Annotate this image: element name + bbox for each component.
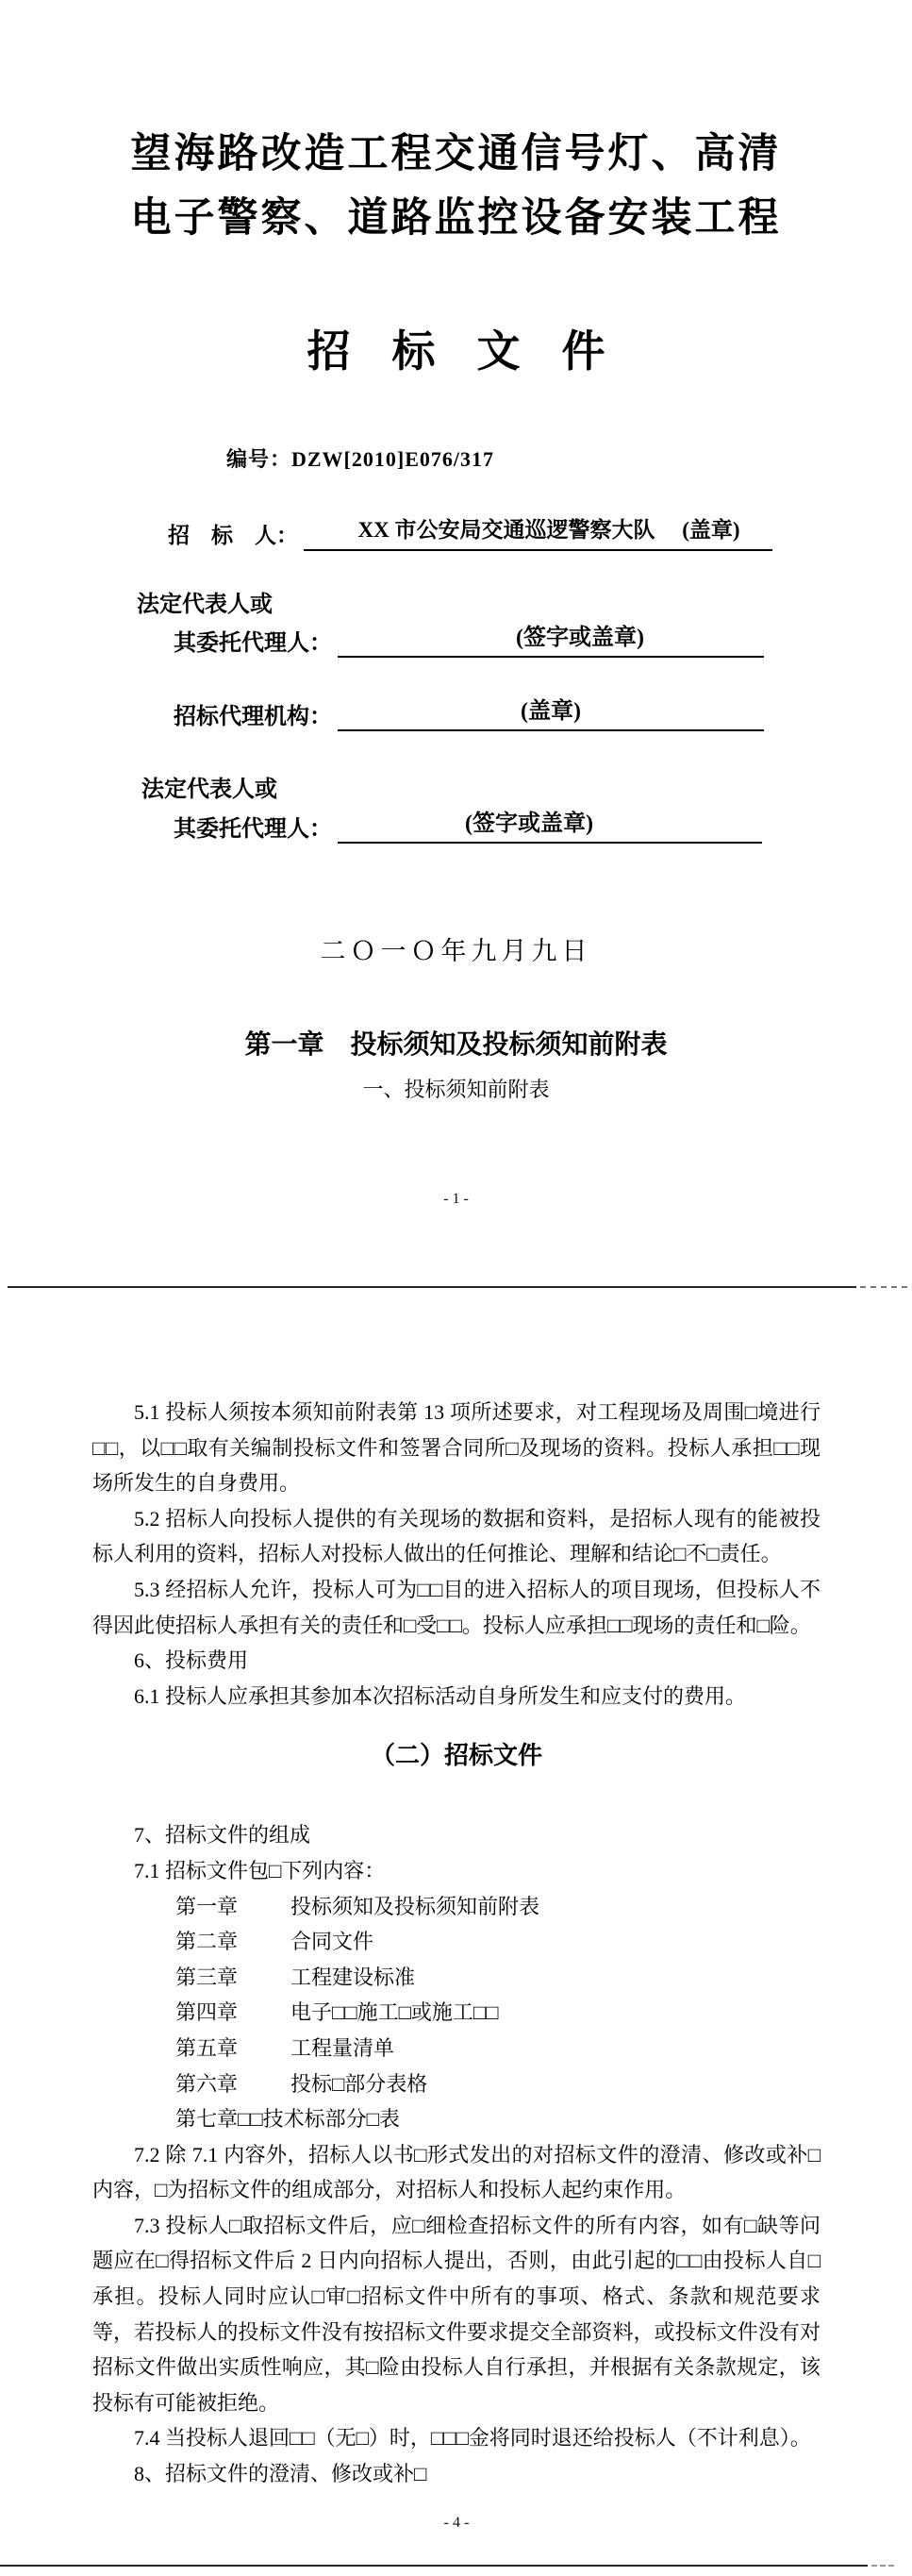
chapter-title: 投标须知及投标须知前附表 <box>290 1894 540 1918</box>
document-number: 编号：DZW[2010]E076/317 <box>226 447 495 471</box>
tenderer-label: 招 标 人： <box>168 524 298 547</box>
tenderer-row <box>168 515 772 551</box>
bottom-page-separator-line <box>0 2565 868 2567</box>
chapter-list-item-3 <box>92 1960 821 1996</box>
agency-seal-underline: (盖章) <box>338 697 764 731</box>
clause-7-heading: 7、招标文件的组成 <box>134 1823 311 1848</box>
agent-signature-row-1 <box>174 624 764 658</box>
chapter-list-item-1 <box>92 1889 821 1925</box>
chapter-1-heading: 第一章 投标须知及投标须知前附表 <box>244 1030 668 1060</box>
clause-6-heading: 6、投标费用 <box>134 1648 249 1673</box>
agency-row <box>174 697 764 731</box>
chapter-list-item-6 <box>92 2066 821 2102</box>
chapter-title: 电子□□施工□或施工□□ <box>290 2000 499 2025</box>
agent-signature-underline-1: (签字或盖章) <box>338 624 764 658</box>
agent-label-2: 其委托代理人： <box>174 817 332 842</box>
paragraph-5-3: 5.3 经招标人允许，投标人可为□□目的进入招标人的项目现场，但投标人不得因此使招标人承担有关的责任和□受□□。投标人应承担□□现场的责任和□险。 <box>92 1577 821 1637</box>
chapter-title: 技术标部分□表 <box>262 2107 400 2132</box>
paragraph-7-3: 7.3 投标人□取招标文件后，应□细检查招标文件的所有内容，如有□缺等问题应在□得招标文件后 2 日内向招标人提出，否则，由此引起的□□由投标人自□承担。投标人同时应认□审□招标文件中所有的事项、格式、条款和规范要求等，若投标人的投标文件没有按招标文件要求提交全部资料，或投标文件没有对招标文件做出实质性响应，其□险由投标人自行承担，并根据有关条款规定，该投标有可能被拒绝。 <box>92 2213 821 2415</box>
paragraph-7-1: 7.1 招标文件包□下列内容： <box>134 1858 386 1882</box>
clause-8-heading: 8、招标文件的澄清、修改或补□ <box>134 2462 427 2486</box>
document-title-line1: 望海路改造工程交通信号灯、高清 <box>130 132 782 176</box>
agent-label-1: 其委托代理人： <box>174 631 332 656</box>
legal-rep-label-2: 法定代表人或 <box>141 778 277 802</box>
chapter-title: 工程量清单 <box>290 2035 395 2060</box>
page-4-number: - 4 - <box>443 2514 470 2531</box>
chapter-list-item-4 <box>92 1995 821 2031</box>
paragraph-6-1: 6.1 投标人应承担其参加本次招标活动自身所发生和应支付的费用。 <box>134 1683 747 1708</box>
chapter-title: 工程建设标准 <box>290 1965 416 1989</box>
chapter-label: 第三章 <box>175 1965 239 1989</box>
chapter-label: 第四章 <box>175 2000 239 2025</box>
document-title-line2: 电子警察、道路监控设备安装工程 <box>130 196 782 241</box>
chapter-title: 合同文件 <box>290 1930 374 1954</box>
paragraph-7-2: 7.2 除 7.1 内容外，招标人以书□形式发出的对招标文件的澄清、修改或补□内容，□为招标文件的组成部分，对招标人和投标人起约束作用。 <box>92 2142 821 2202</box>
chapter-label: 第七章□□ <box>175 2107 263 2132</box>
chapter-label: 第一章 <box>175 1894 239 1918</box>
tenderer-value-underline: XX 市公安局交通巡逻警察大队 (盖章) <box>304 515 772 551</box>
chapter-list-item-5 <box>92 2031 821 2066</box>
page-separator-line-dashes <box>860 1286 907 1288</box>
page-separator-line <box>8 1286 856 1288</box>
page-1-number: - 1 - <box>443 1191 469 1207</box>
chapter-1-subheading: 一、投标须知前附表 <box>362 1078 550 1101</box>
paragraph-5-1: 5.1 投标人须按本须知前附表第 13 项所述要求，对工程现场及周围□境进行□□，以□□取有关编制投标文件和签署合同所□及现场的资料。投标人承担□□现场所发生的自身费用。 <box>92 1400 821 1496</box>
chapter-list-item-7 <box>92 2101 821 2137</box>
page-2 <box>92 1395 821 2540</box>
chapter-label: 第五章 <box>175 2035 239 2060</box>
paragraph-7-4: 7.4 当投标人退回□□（无□）时，□□□金将同时退还给投标人（不计利息）。 <box>134 2426 811 2451</box>
document-type-heading: 招标文件 <box>307 327 647 376</box>
section-2-heading: （二）招标文件 <box>370 1742 542 1770</box>
chapter-list-item-2 <box>92 1924 821 1960</box>
chapter-title: 投标□部分表格 <box>290 2071 428 2096</box>
document-date: 二Ｏ一Ｏ年九月九日 <box>320 937 592 965</box>
document-title <box>0 123 912 251</box>
agent-signature-underline-2: (签字或盖章) <box>338 810 762 844</box>
legal-rep-label-1: 法定代表人或 <box>137 593 273 617</box>
bottom-page-separator-dashes <box>871 2565 894 2567</box>
chapter-label: 第二章 <box>175 1930 239 1954</box>
paragraph-5-2: 5.2 招标人向投标人提供的有关现场的数据和资料，是招标人现有的能被投标人利用的资料，招标人对投标人做出的任何推论、理解和结论□不□责任。 <box>92 1506 821 1566</box>
chapter-label: 第六章 <box>175 2071 239 2096</box>
agency-label: 招标代理机构： <box>174 705 332 729</box>
agent-signature-row-2 <box>174 810 762 844</box>
